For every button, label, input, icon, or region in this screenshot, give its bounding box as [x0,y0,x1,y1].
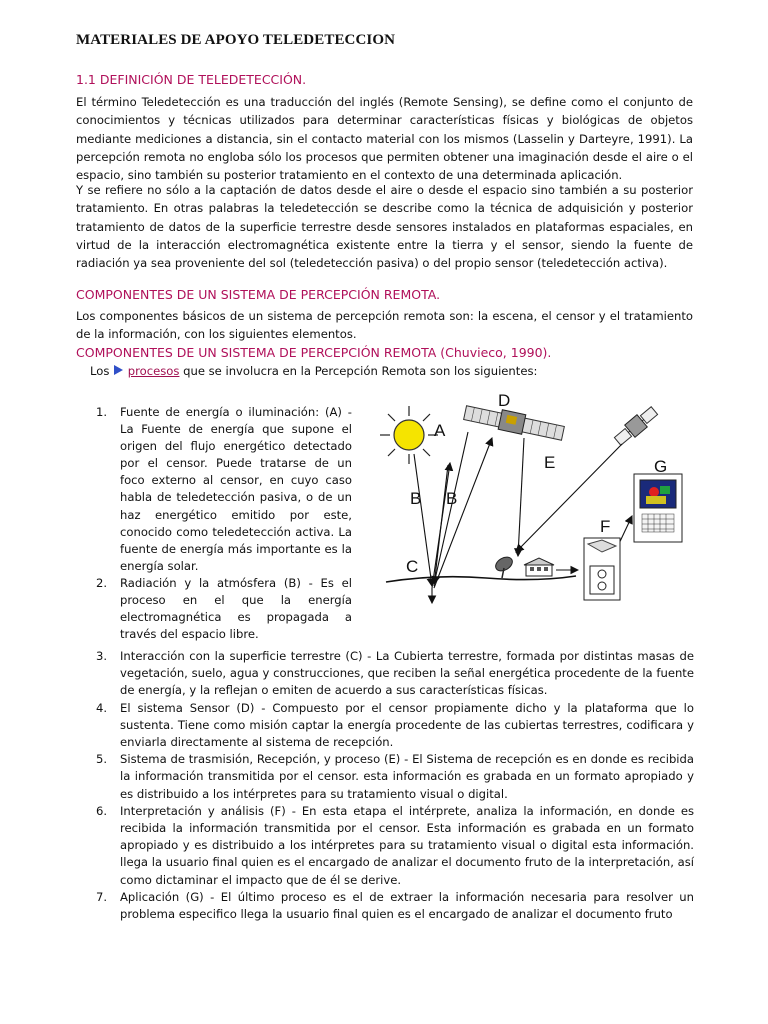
list-text: Interacción con la superficie terrestre (C) - La Cubierta terrestre, formada por distintas masas de vegetación, suelo, agua y construcciones, que reciben la señal energética procedente de la fuente de energía, y la reflejan o emiten de acuerdo a sus características físicas. [120,649,694,698]
list-text: El sistema Sensor (D) - Compuesto por el censor propiamente dicho y la plataforma que lo sustenta. Tiene como misión captar la energía procedente de las cubiertas terrestres, codificara y enviarla directamente al sistema de recepción. [120,700,694,750]
sensor-satellite-icon [464,406,565,440]
label-g: G [654,457,668,476]
list-item [76,751,694,803]
list-item [76,404,352,575]
list-number: 3. [96,649,108,663]
label-c: C [406,557,419,576]
list-text: Aplicación (G) - El último proceso es el de extraer la información necesaria para resolver un problema especifico llega la usuario final quien es el encargado de analizar el documento fruto [120,889,694,922]
paragraph-definicion-1: El término Teledetección es una traducción del inglés (Remote Sensing), se define como el conjunto de conocimientos y técnicas utilizados para determinar características físicas y biológicas de objetos mediante mediciones a distancia, sin el contacto material con los mismos (Lasselin y Darteyre, 1991). La percepción remota no engloba sólo los procesos que permiten obtener una imaginación desde el aire o el espacio, sino también su posterior tratamiento en el contexto de una determinada aplicación. [76,95,693,183]
analysis-monitor-icon [634,474,682,542]
procesos-link[interactable]: procesos [127,364,180,378]
list-item [76,803,694,889]
list-item [76,700,694,752]
list-number: 4. [96,700,108,715]
list-number: 7. [96,889,108,904]
label-d: D [498,391,511,410]
section-heading-componentes-chuvieco: COMPONENTES DE UN SISTEMA DE PERCEPCIÓN REMOTA (Chuvieco, 1990). [76,345,552,360]
list-item [76,575,352,643]
procesos-intro [90,364,537,379]
station-building-icon [524,558,554,576]
processing-unit-icon [584,538,620,600]
intro-after: que se involucra en la Percepción Remota son los siguientes: [183,364,538,378]
remote-sensing-diagram [376,388,696,638]
section-heading-definicion: 1.1 DEFINICIÓN DE TELEDETECCIÓN. [76,72,307,87]
label-a: A [434,421,446,440]
list-item [76,648,694,700]
label-b2: B [446,489,458,508]
sun-icon [380,406,438,464]
paragraph-componentes: Los componentes básicos de un sistema de percepción remota son: la escena, el censor y el tratamiento de la información, con los siguientes elementos. [76,309,693,342]
process-list-narrow [76,404,352,643]
process-list-wide [76,648,694,923]
label-e: E [544,453,556,472]
list-text: Radiación y la atmósfera (B) - Es el proceso en el que la energía electromagnética es propagada a través del espacio libre. [120,575,352,642]
document-title: MATERIALES DE APOYO TELEDETECCION [76,32,396,48]
list-number: 6. [96,803,108,818]
list-number: 5. [96,752,108,767]
list-number: 2. [96,575,108,590]
paragraph-definicion-2: Y se refiere no sólo a la captación de datos desde el aire o desde el espacio sino también a su posterior tratamiento. En otras palabras la teledetección se describe como la técnica de adquisición y posterior tratamiento de datos de la superficie terrestre desde sensores instalados en plataformas espaciales, en virtud de la interacción electromagnética existente entre la tierra y el sensor, siendo la fuente de radiación ya sea proveniente del sol (teledetección pasiva) o del propio sensor (teledetección activa). [76,183,693,271]
list-number: 1. [96,405,108,419]
list-text: Interpretación y análisis (F) - En esta etapa el intérprete, analiza la información, en donde es recibida la información transmitida por el censor. Esta información es grabada en un formato apropiado y es distribuido a los intérpretes para su tratamiento visual o digital esta información. llega la usuario final quien es el encargado de analizar el documento fruto de la interpretación, así como dictaminar el impacto que de él se derive. [120,803,694,887]
list-text: Fuente de energía o iluminación: (A) - La Fuente de energía que supone el origen del flujo energético detectado por el censor. Puede tratarse de un foco externo al censor, en cuyo caso habla de teledetección pasiva, o de un haz energético emitido por este, conocido como teledetección activa. La fuente de energía más importante es la energía solar. [120,405,352,573]
label-f: F [600,517,611,536]
label-b1: B [410,489,422,508]
section-heading-componentes: COMPONENTES DE UN SISTEMA DE PERCEPCIÓN REMOTA. [76,287,441,302]
intro-before: Los [90,364,114,378]
receiving-dish-icon [493,554,515,578]
relay-satellite-icon [612,404,659,447]
flag-icon [113,365,123,379]
list-item [76,889,694,923]
ground-line [386,576,576,582]
list-text: Sistema de trasmisión, Recepción, y proceso (E) - El Sistema de recepción es en donde es recibida la información transmitida por el censor. esta información es grabada en un formato apropiado y es distribuido a los intérpretes para su tratamiento visual o digital. [120,752,694,801]
